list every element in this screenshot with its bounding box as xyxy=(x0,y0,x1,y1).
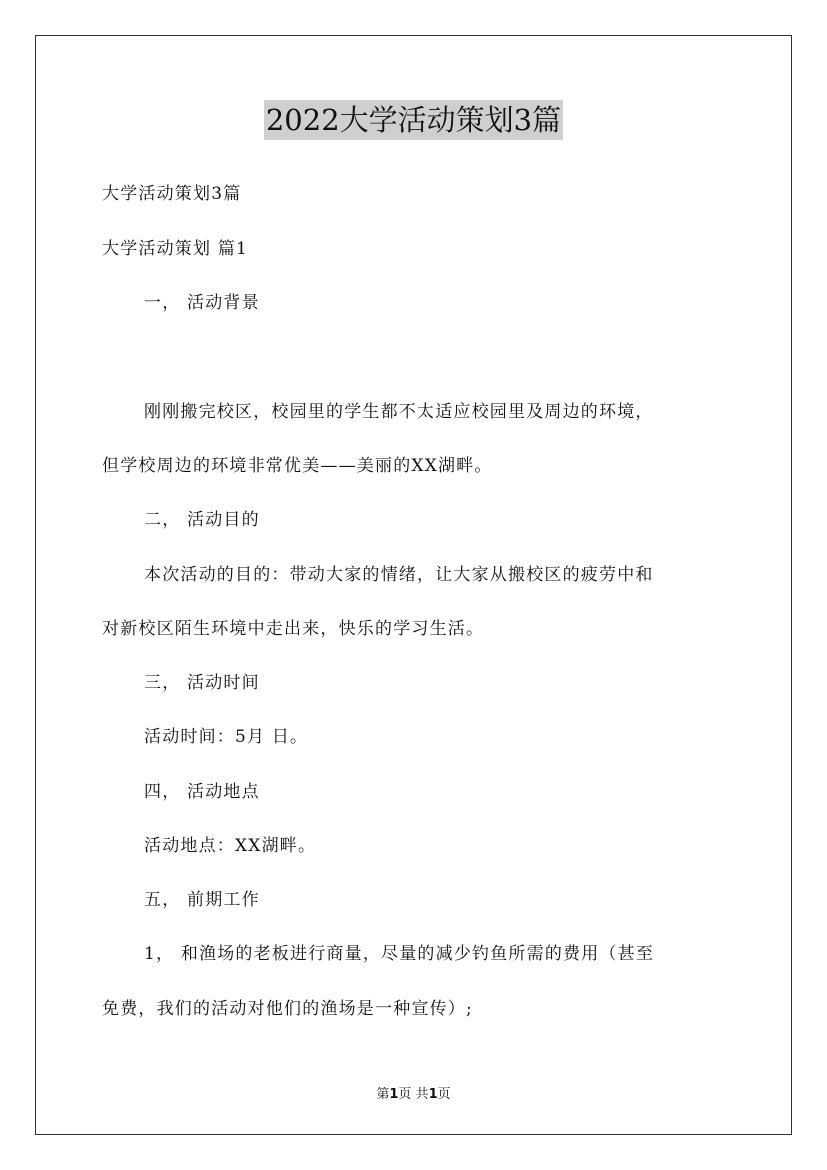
heading-time: 三， 活动时间 xyxy=(144,673,260,693)
heading-background: 一， 活动背景 xyxy=(144,293,260,313)
paragraph-line: 免费，我们的活动对他们的渔场是一种宣传）; xyxy=(102,999,473,1019)
paragraph-line: 活动地点：XX湖畔。 xyxy=(144,836,317,856)
paragraph-line: 本次活动的目的：带动大家的情绪，让大家从搬校区的疲劳中和 xyxy=(144,565,654,585)
title-container xyxy=(0,100,827,140)
footer-page-mid: 页 共 xyxy=(398,1087,429,1102)
paragraph-line: 刚刚搬完校区，校园里的学生都不太适应校园里及周边的环境， xyxy=(144,402,654,422)
section-heading: 大学活动策划 篇1 xyxy=(102,239,249,259)
document-subtitle: 大学活动策划3篇 xyxy=(102,184,242,204)
paragraph-line: 活动时间：5月 日。 xyxy=(144,727,309,747)
footer-page-number: 1 xyxy=(389,1087,399,1102)
footer-page-prefix: 第 xyxy=(376,1087,390,1102)
footer-page-suffix: 页 xyxy=(437,1087,451,1102)
paragraph-line: 1， 和渔场的老板进行商量，尽量的减少钓鱼所需的费用（甚至 xyxy=(144,944,655,964)
heading-location: 四， 活动地点 xyxy=(144,782,260,802)
paragraph-line: 对新校区陌生环境中走出来，快乐的学习生活。 xyxy=(102,619,485,639)
heading-preparation: 五， 前期工作 xyxy=(144,890,260,910)
document-title: 2022大学活动策划3篇 xyxy=(264,100,563,140)
heading-purpose: 二， 活动目的 xyxy=(144,510,260,530)
footer-page-total: 1 xyxy=(428,1087,438,1102)
paragraph-line: 但学校周边的环境非常优美——美丽的XX湖畔。 xyxy=(102,456,493,476)
page-footer xyxy=(0,1083,827,1102)
